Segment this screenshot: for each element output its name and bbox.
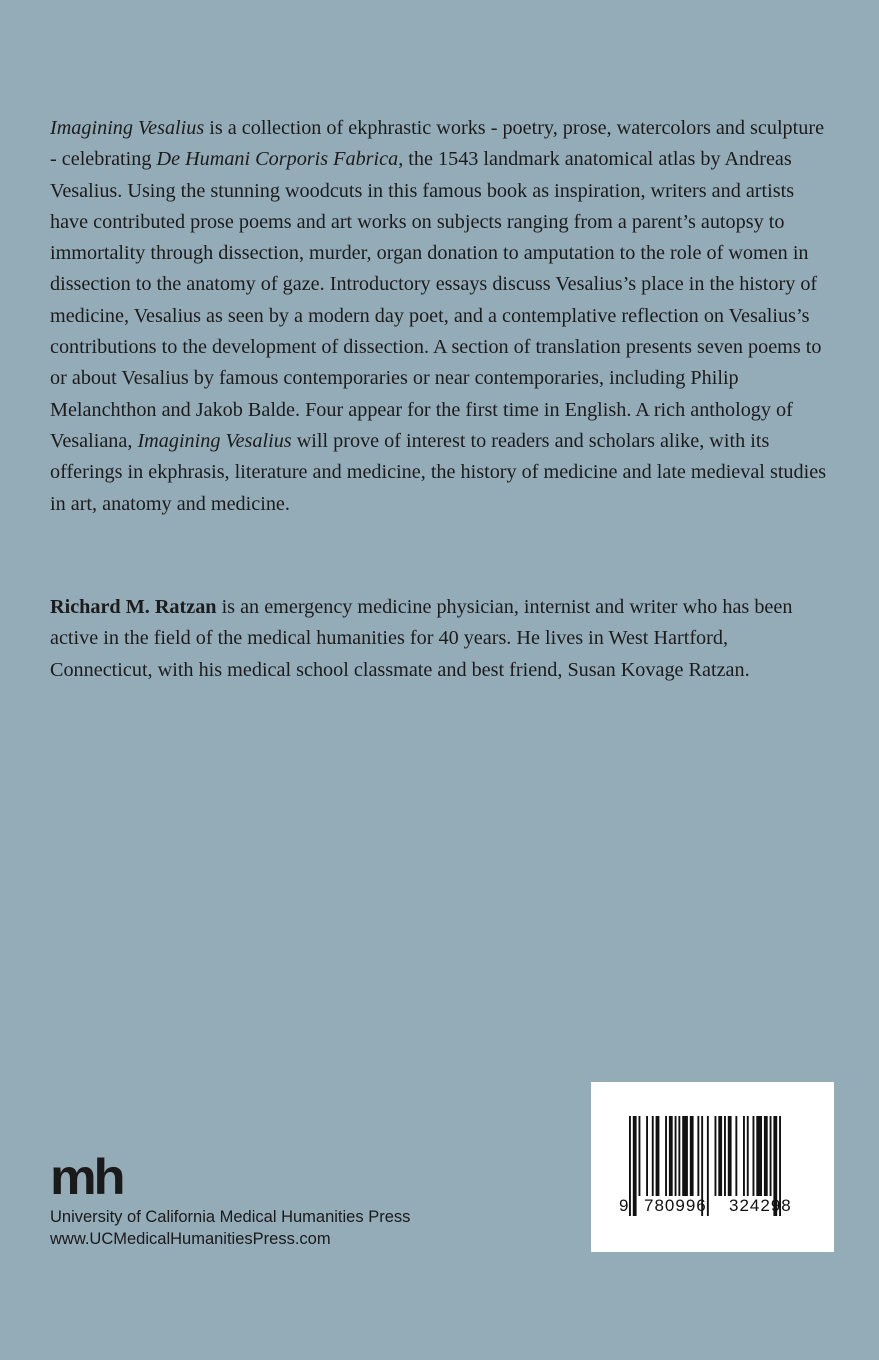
author-name: Richard M. Ratzan — [50, 596, 217, 618]
description-text-1: is a collection of ekphrastic works - poetry, prose, watercolors and sculpture - celebrating — [50, 117, 825, 171]
barcode-bar — [669, 1116, 673, 1196]
barcode-bar — [756, 1116, 762, 1196]
barcode-bar — [656, 1116, 660, 1196]
barcode-bar — [652, 1116, 654, 1196]
barcode-bar — [682, 1116, 688, 1196]
publisher-name: University of California Medical Humanities Press — [50, 1208, 411, 1226]
publisher-url: www.UCMedicalHumanitiesPress.com — [50, 1230, 331, 1248]
barcode-bar — [728, 1116, 732, 1196]
book-title: Imagining Vesalius — [50, 117, 205, 139]
barcode-bar — [697, 1116, 699, 1196]
barcode-bar — [764, 1116, 768, 1196]
book-title-repeat: Imagining Vesalius — [137, 429, 292, 452]
barcode-bar — [770, 1116, 772, 1196]
barcode-bar — [715, 1116, 717, 1196]
barcode-bar — [743, 1116, 745, 1196]
book-description — [50, 113, 830, 520]
barcode-bar — [753, 1116, 755, 1196]
barcode-bar — [707, 1116, 709, 1216]
author-bio-text: is an emergency medicine physician, internist and writer who has been active in the field of the medical humanities for 40 years. He lives in West Hartford, Connecticut, with his medical school classmate and best friend, Susan Kovage Ratzan. — [50, 596, 793, 681]
barcode-bar — [735, 1116, 737, 1196]
barcode-bar — [678, 1116, 680, 1196]
barcode-prefix-digit: 9 — [619, 1196, 630, 1215]
barcode-bar — [690, 1116, 694, 1196]
barcode-right-digits: 324298 — [729, 1196, 792, 1215]
barcode-bar — [718, 1116, 722, 1196]
description-text-2: , the 1543 landmark anatomical atlas by Andreas Vesalius. Using the stunning woodcuts in this famous book as inspiration, writers and artists have contributed prose poems and art works on subjects ranging from a parent’s autopsy to immortality through dissection, murder, organ donation to amputation to the role of women in dissection to the anatomy of gaze. Introductory essays discuss Vesalius’s place in the history of medicine, Vesalius as seen by a modern day poet, and a contemplative reflection on Vesalius’s contributions to the development of dissection. A section of translation presents seven poems to or about Vesalius by famous contemporaries or near contemporaries, including Philip Melanchthon and Jakob Balde. Four appear for the first time in English. A rich anthology of Vesaliana, — [50, 148, 822, 452]
barcode-bars — [591, 1082, 834, 1252]
description-text-3: will prove of interest to readers and scholars alike, with its offerings in ekphrasis, literature and medicine, the history of medicine and late medieval studies in art, anatomy and medicine. — [50, 429, 827, 515]
author-bio — [50, 592, 830, 686]
barcode-left-digits: 780996 — [644, 1196, 707, 1215]
publisher-info — [50, 1206, 410, 1250]
barcode-bar — [665, 1116, 667, 1196]
barcode-bar — [724, 1116, 726, 1196]
publisher-logo: mh — [50, 1149, 123, 1205]
barcode-bar — [639, 1116, 641, 1196]
barcode-bar — [633, 1116, 637, 1216]
isbn-barcode — [591, 1082, 834, 1252]
barcode-bar — [646, 1116, 648, 1196]
fabrica-title: De Humani Corporis Fabrica — [156, 148, 399, 171]
barcode-bar — [675, 1116, 677, 1196]
barcode-bar — [747, 1116, 749, 1196]
